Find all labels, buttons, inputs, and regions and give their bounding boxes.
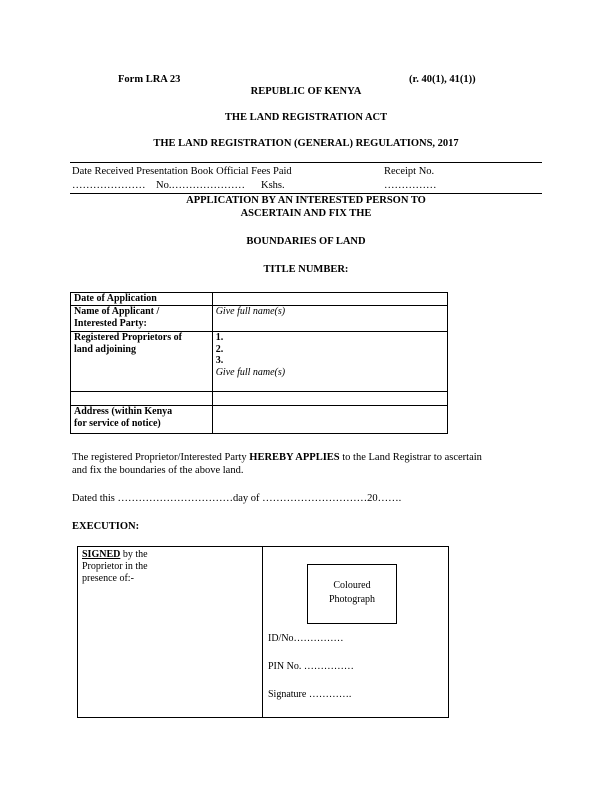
title-line-2: ASCERTAIN AND FIX THE	[240, 208, 372, 219]
application-statement-line-2: and fix the boundaries of the above land.	[72, 465, 244, 476]
regulations-heading: THE LAND REGISTRATION (GENERAL) REGULATIONS, 2017	[153, 138, 459, 149]
photo-line-1: Coloured	[333, 580, 371, 591]
title-line-1: APPLICATION BY AN INTERESTED PERSON TO	[186, 195, 426, 206]
signed-line-3: presence of:-	[82, 573, 134, 584]
receipt-no-field[interactable]: ……………	[384, 180, 437, 191]
hereby-applies-text: HEREBY APPLIES	[249, 452, 340, 463]
republic-heading: REPUBLIC OF KENYA	[250, 86, 362, 97]
pin-number-field[interactable]: PIN No. ……………	[268, 661, 354, 672]
fees-kshs-field[interactable]: Kshs.	[261, 180, 285, 191]
date-of-application-field[interactable]	[212, 293, 447, 306]
table-row	[71, 392, 448, 406]
presentation-book-text: Presentation Book	[136, 166, 214, 177]
table-row	[71, 293, 448, 306]
address-label	[71, 406, 213, 434]
application-statement-line-1	[72, 452, 482, 463]
applicant-label-line-2: Interested Party:	[74, 317, 147, 329]
statement-text-after: to the Land Registrar to ascertain	[339, 452, 482, 463]
application-details-table	[70, 292, 448, 434]
address-field[interactable]	[212, 406, 447, 434]
table-row	[71, 332, 448, 392]
title-number-label: TITLE NUMBER:	[263, 264, 349, 275]
signature-field[interactable]: Signature ………….	[268, 689, 352, 700]
table-row	[71, 406, 448, 434]
regulation-reference: (r. 40(1), 41(1))	[409, 74, 476, 85]
photograph-box[interactable]	[307, 564, 397, 624]
receipt-label: Receipt No.	[384, 166, 435, 177]
table-row	[71, 306, 448, 332]
signed-word: SIGNED	[82, 549, 121, 560]
rule-top	[70, 162, 542, 163]
execution-divider	[262, 546, 263, 717]
form-number: Form LRA 23	[118, 74, 181, 85]
proprietors-hint: Give full name(s)	[215, 366, 286, 378]
applicant-label-line-1: Name of Applicant /	[74, 306, 160, 317]
applicant-name-field[interactable]: Give full name(s)	[212, 306, 447, 332]
address-label-line-1: Address (within Kenya	[74, 406, 173, 417]
dated-line[interactable]: Dated this ……………………………day of …………………………20…….	[72, 493, 402, 504]
date-of-application-label: Date of Application	[71, 293, 213, 306]
proprietor-1: 1.	[215, 332, 224, 343]
execution-heading: EXECUTION:	[72, 521, 140, 532]
act-heading: THE LAND REGISTRATION ACT	[224, 112, 388, 123]
adjoining-proprietors-label-line-2: land adjoining	[74, 343, 136, 355]
blank-cell[interactable]	[212, 392, 447, 406]
adjoining-proprietors-label-line-1: Registered Proprietors of	[74, 332, 182, 343]
address-label-line-2: for service of notice)	[74, 417, 161, 429]
adjoining-proprietors-field[interactable]	[212, 332, 447, 392]
applicant-label	[71, 306, 213, 332]
official-fees-text: Official Fees Paid	[216, 166, 292, 177]
blank-cell	[71, 392, 213, 406]
signed-line-2: Proprietor in the	[82, 561, 148, 572]
presentation-no-field[interactable]: No.…………………	[156, 180, 245, 191]
rule-bottom	[70, 193, 542, 194]
adjoining-proprietors-label	[71, 332, 213, 392]
signed-block	[82, 549, 148, 585]
proprietor-2: 2.	[215, 343, 224, 355]
date-received-text: Date Received	[72, 166, 134, 177]
date-received-label	[72, 166, 292, 177]
signed-rest: by the	[120, 549, 148, 560]
statement-text-before: The registered Proprietor/Interested Party	[72, 452, 250, 463]
photo-line-2: Photograph	[328, 594, 376, 605]
proprietor-3: 3.	[215, 355, 224, 366]
signed-line-1	[82, 549, 148, 561]
title-line-3: BOUNDARIES OF LAND	[246, 236, 366, 247]
id-number-field[interactable]: ID/No……………	[268, 633, 344, 644]
date-received-field[interactable]: …………………	[72, 180, 146, 191]
